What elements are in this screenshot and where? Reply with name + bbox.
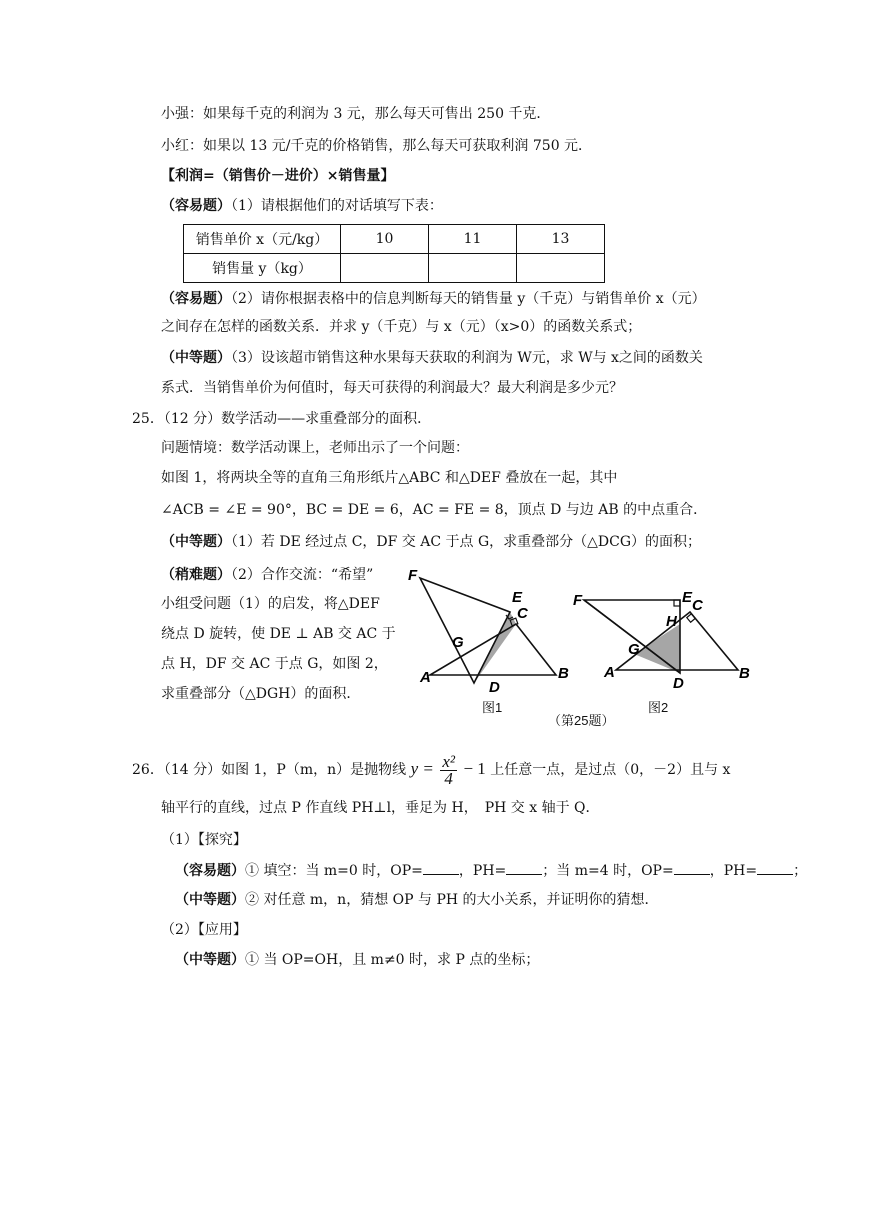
answer-blank[interactable] xyxy=(506,860,542,875)
q24-part1 xyxy=(161,196,443,216)
label-e: E xyxy=(682,589,693,606)
equation-numerator: x² xyxy=(442,751,455,771)
q26-title-b: 上任意一点，是过点（0，－2）且与 x xyxy=(490,762,731,778)
q26-e1-a: ① 填空：当 m=0 时，OP= xyxy=(245,863,423,879)
answer-blank[interactable] xyxy=(757,860,793,875)
figure-caption: （第25题） xyxy=(548,713,615,728)
label-c: C xyxy=(517,605,528,622)
q25-part2 xyxy=(161,565,373,585)
q25-part2-l2: 小组受问题（1）的启发，将△DEF xyxy=(161,596,380,612)
answer-blank[interactable] xyxy=(423,860,459,875)
q24-part3 xyxy=(161,348,703,368)
label-f: F xyxy=(573,592,583,609)
q25-situation: 问题情境：数学活动课上，老师出示了一个问题： xyxy=(161,440,469,456)
q26-title-a: 26．（14 分）如图 1，P（m，n）是抛物线 xyxy=(132,762,407,778)
q26-a1-text: ① 当 OP=OH，且 m≠0 时，求 P 点的坐标； xyxy=(245,952,540,968)
label-g: G xyxy=(628,641,640,658)
table-cell-price: 10 xyxy=(341,225,429,254)
figure-2 xyxy=(570,580,760,690)
q25-title: 25．（12 分）数学活动——求重叠部分的面积． xyxy=(132,411,432,427)
label-b: B xyxy=(739,665,750,682)
label-e: E xyxy=(512,589,523,606)
difficulty-tag: （中等题） xyxy=(175,952,245,968)
q26-apply-1 xyxy=(175,950,539,970)
sales-table xyxy=(183,224,605,283)
q24-part3-cont: 系式．当销售单价为何值时，每天可获得的利润最大？最大利润是多少元？ xyxy=(161,380,623,396)
answer-blank[interactable] xyxy=(674,860,710,875)
q26-line2: 轴平行的直线，过点 P 作直线 PH⊥l，垂足为 H， PH 交 x 轴于 Q． xyxy=(161,800,600,816)
difficulty-tag: （中等题） xyxy=(175,892,245,908)
label-b: B xyxy=(558,665,569,682)
q26-e1-b: ，PH= xyxy=(458,863,507,879)
q24-part2 xyxy=(161,289,706,309)
label-g: G xyxy=(452,634,464,651)
q24-part2-cont: 之间存在怎样的函数关系．并求 y（千克）与 x（元）（x>0）的函数关系式； xyxy=(161,319,642,335)
q26-explore-1 xyxy=(175,860,807,881)
q26-e1-d: ，PH= xyxy=(709,863,758,879)
table-cell-price: 11 xyxy=(429,225,517,254)
label-d: D xyxy=(489,679,500,696)
q26-e1-e: ； xyxy=(793,863,808,879)
figure-2-caption: 图2 xyxy=(648,700,669,715)
q26-title xyxy=(132,752,730,787)
q25-part2-l5: 求重叠部分（△DGH）的面积． xyxy=(161,686,361,702)
q25-desc1: 如图 1，将两块全等的直角三角形纸片△ABC 和△DEF 叠放在一起，其中 xyxy=(161,470,618,486)
figure-1 xyxy=(400,560,580,700)
difficulty-tag: （容易题） xyxy=(161,291,231,307)
equation-denominator: 4 xyxy=(444,768,453,788)
table-header-quantity: 销售量 y（kg） xyxy=(184,254,341,283)
right-angle-mark xyxy=(674,600,680,606)
q26-part2-heading: （2）【应用】 xyxy=(161,922,247,938)
difficulty-tag: （中等题） xyxy=(161,350,231,366)
intro-line-xiaohong: 小红：如果以 13 元/千克的价格销售，那么每天可获取利润 750 元． xyxy=(161,138,593,154)
label-d: D xyxy=(673,675,684,690)
label-f: F xyxy=(408,567,418,584)
difficulty-tag: （稍难题） xyxy=(161,567,231,583)
q26-explore-2 xyxy=(175,890,659,910)
label-c: C xyxy=(692,597,703,614)
profit-formula: 【利润=（销售价－进价）×销售量】 xyxy=(161,168,395,184)
overlap-shaded xyxy=(474,612,516,683)
difficulty-tag: （容易题） xyxy=(175,863,245,879)
label-a: A xyxy=(420,669,431,686)
q26-part1-heading: （1）【探究】 xyxy=(161,832,247,848)
equation-y: y = xyxy=(410,759,434,778)
table-cell-empty[interactable] xyxy=(517,254,605,283)
table-header-price: 销售单价 x（元/kg） xyxy=(184,225,341,254)
overlap-shaded xyxy=(634,624,680,673)
q25-part2-l4: 点 H，DF 交 AC 于点 G，如图 2， xyxy=(161,656,388,672)
q25-desc2: ∠ACB = ∠E = 90°，BC = DE = 6，AC = FE = 8，顶点 D 与边 AB 的中点重合． xyxy=(161,502,708,518)
table-row xyxy=(184,225,605,254)
q24-part3-text: （3）设该超市销售这种水果每天获取的利润为 W元，求 W与 x之间的函数关 xyxy=(231,350,703,366)
intro-line-xiaoqiang: 小强：如果每千克的利润为 3 元，那么每天可售出 250 千克． xyxy=(161,106,551,122)
table-cell-price: 13 xyxy=(517,225,605,254)
label-h: H xyxy=(666,613,677,630)
table-cell-empty[interactable] xyxy=(341,254,429,283)
difficulty-tag: （中等题） xyxy=(161,534,231,550)
q26-e1-c: ；当 m=4 时，OP= xyxy=(542,863,674,879)
equation-fraction xyxy=(440,751,457,788)
triangle-def xyxy=(420,578,510,683)
q24-part1-text: （1）请根据他们的对话填写下表： xyxy=(231,198,443,214)
table-row xyxy=(184,254,605,283)
q25-part1 xyxy=(161,532,701,552)
q25-part2-text: （2）合作交流：“希望” xyxy=(231,567,374,583)
q25-part2-l3: 绕点 D 旋转，使 DE ⊥ AB 交 AC 于 xyxy=(161,626,396,642)
difficulty-tag: （容易题） xyxy=(161,198,231,214)
q26-e2-text: ② 对任意 m，n，猜想 OP 与 PH 的大小关系，并证明你的猜想． xyxy=(245,892,659,908)
figure-1-caption: 图1 xyxy=(482,700,503,715)
q24-part2-text: （2）请你根据表格中的信息判断每天的销售量 y（千克）与销售单价 x（元） xyxy=(231,291,706,307)
label-a: A xyxy=(604,664,615,681)
equation-tail: − 1 xyxy=(463,759,486,778)
q25-part1-text: （1）若 DE 经过点 C，DF 交 AC 于点 G，求重叠部分（△DCG）的面积； xyxy=(231,534,702,550)
table-cell-empty[interactable] xyxy=(429,254,517,283)
